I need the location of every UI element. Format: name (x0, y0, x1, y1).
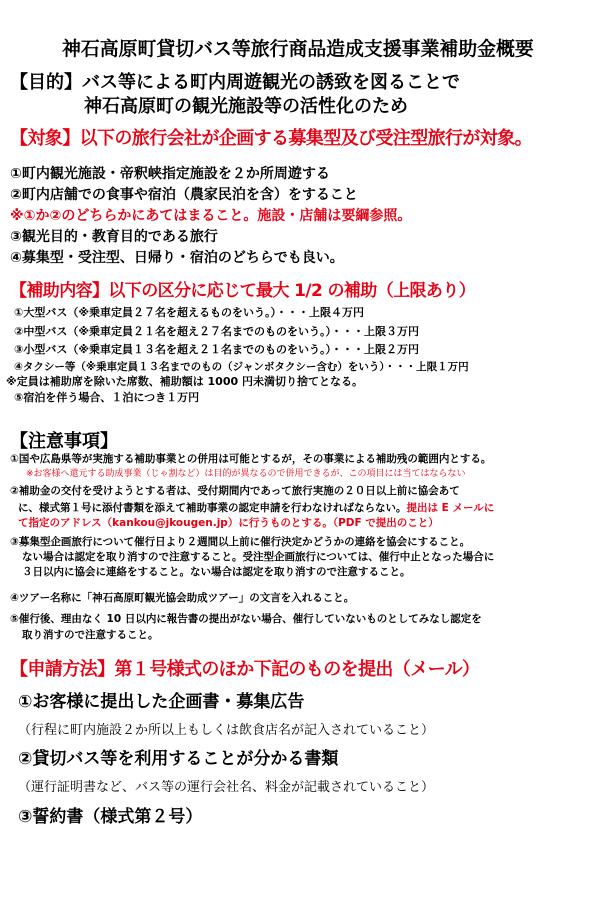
application-item-2-detail: （運行証明書など、バス等の運行会社名、料金が記載されていること） (18, 780, 435, 795)
subsidy-item-5: ⑤宿泊を伴う場合、１泊につき１万円 (14, 391, 200, 404)
subsidy-item-2: ②中型バス（※乗車定員２１名を超え２７名までのものをいう。）・・・上限３万円 (14, 325, 420, 338)
application-item-1: ①お客様に提出した企画書・募集広告 (18, 692, 305, 712)
document-title: 神石高原町貸切バス等旅行商品造成支援事業補助金概要 (62, 38, 534, 60)
subsidy-item-4: ④タクシー等（※乗車定員１３名までのもの（ジャンボタクシー含む）をいう）・・・上限１万円 (14, 361, 469, 373)
subsidy-heading: 【補助内容】以下の区分に応じて最大 1/2 の補助（上限あり） (10, 281, 476, 301)
note-1: ①国や広島県等が実施する補助事業との併用は可能とするが，その事業による補助残の範囲内とする。 (10, 453, 492, 465)
subsidy-item-1: ①大型バス（※乗車定員２７名を超えるものをいう。）・・・上限４万円 (14, 306, 365, 319)
application-item-2: ②貸切バス等を利用することが分かる書類 (18, 749, 339, 769)
target-note: ※①か②のどちらかにあてはまること。施設・店舗は要綱参照。 (10, 208, 412, 224)
note-1-sub: ※お客様へ還元する助成事業（じゃ割など）は目的が異なるので併用できるが、この項目には当てはならない (26, 469, 466, 479)
target-item-4: ④募集型・受注型、日帰り・宿泊のどちらでも良い。 (10, 250, 344, 266)
note-2-line-2 (18, 500, 494, 515)
target-item-1: ①町内観光施設・帝釈峡指定施設を２か所周遊する (10, 166, 330, 182)
subsidy-capacity-note: ※定員は補助席を除いた席数、補助額は 1000 円未満切り捨てとなる。 (6, 375, 363, 388)
target-item-3: ③観光目的・教育目的である旅行 (10, 229, 218, 245)
note-3-line-2: ない場合は認定を取り消すので注意すること。受注型企画旅行については、催行中止となった場合に (22, 551, 495, 563)
note-2-line-1: ②補助金の交付を受けようとする者は、受付期間内であって旅行実施の２０日以上前に協会あて (10, 485, 460, 497)
note-3-line-1: ③募集型企画旅行について催行日より２週間以上前に催行決定かどうかの連絡を協会にすること。 (10, 536, 471, 548)
note-5-line-1: ⑤催行後、理由なく 10 日以内に報告書の提出がない場合、催行していないものとしてみなし認定を (10, 613, 482, 625)
application-item-3: ③誓約書（様式第２号） (18, 807, 203, 827)
target-item-2: ②町内店舗での食事や宿泊（農家民泊を含）をすること (10, 187, 358, 203)
note-2-email-note: 提出は E メールに (406, 502, 495, 514)
target-heading: 【対象】以下の旅行会社が企画する募集型及び受注型旅行が対象。 (10, 128, 532, 149)
note-2-line-3: て指定のアドレス（kankou@jkougen.jp）に行うものとする。（PDF で提出のこと） (18, 517, 439, 529)
note-3-line-3: ３日以内に協会に連絡をすること。ない場合は認定を取り消すので注意すること。 (22, 566, 411, 578)
note-5-line-2: 取り消すので注意すること。 (22, 629, 159, 641)
note-2-line-2-text: に、様式第１号に添付書類を添えて補助事業の認定申請を行わなければならない。 (18, 502, 407, 514)
purpose-line-1: 【目的】バス等による町内周遊観光の誘致を図ることで (10, 72, 460, 93)
subsidy-item-3: ③小型バス（※乗車定員１３名を超え２１名までのものをいう。）・・・上限２万円 (14, 343, 420, 356)
notes-heading: 【注意事項】 (10, 431, 118, 452)
application-item-1-detail: （行程に町内施設２か所以上もしくは飲食店名が記入されていること） (18, 723, 435, 738)
purpose-line-2: 神石高原町の観光施設等の活性化のため (84, 96, 408, 117)
application-heading: 【申請方法】第１号様式のほか下記のものを提出（メール） (10, 659, 480, 680)
note-4: ④ツアー名称に「神石高原町観光協会助成ツアー」の文言を入れること。 (10, 592, 355, 604)
